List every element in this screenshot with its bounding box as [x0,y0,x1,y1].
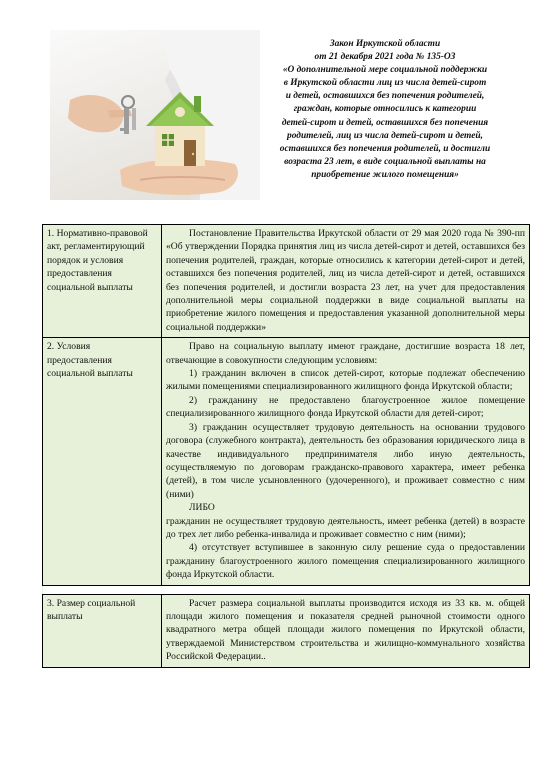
row-content [162,594,530,667]
info-table [42,224,530,668]
table-row [43,594,530,667]
header-line: родителей, лиц из числа детей-сирот и детей, [287,130,483,141]
row-content [162,338,530,585]
header-line: детей-сирот и детей, оставшихся без попечения [281,117,489,128]
paragraph: Постановление Правительства Иркутской области от 29 мая 2020 года № 390-пп «Об утверждении Порядка принятия лиц из числа детей-сирот и детей, оставшихся без попечения родителей, граждан, которые относились к категории детей-сирот и детей, оставшихся без попечения родителей, лиц из числа детей-сирот и детей, оставшихся без попечения родителей, и достигли возраста 23 лет, на учет для предоставления дополнительной меры социальной поддержки в виде социальной выплаты на приобретение жилого помещения и предоставления указанной дополнительной меры социальной поддержки» [166,228,525,333]
table-row [43,225,530,338]
row-label: 1. Нормативно-правовой акт, регламентирующий порядок и условия предоставления социальной выплаты [43,225,162,338]
row-label: 2. Условия предоставления социальной выплаты [43,338,162,585]
house-with-keys-illustration [50,30,260,200]
paragraph: 2) гражданину не предоставлено благоустроенное жилое помещение специализированного жилищного фонда Иркутской области для детей-сирот; [166,394,525,420]
law-title-header [266,38,504,182]
hands-holding-house-photo [50,30,260,200]
header-line: от 21 декабря 2021 года № 135-ОЗ [314,52,456,63]
row-content [162,225,530,338]
table-row [43,338,530,585]
paragraph: 4) отсутствует вступившее в законную силу решение суда о предоставлении гражданину благоустроенного жилого помещения специализированного жилищного фонда Иркутской области. [166,542,525,581]
paragraph: гражданин не осуществляет трудовую деятельность, имеет ребенка (детей) в возрасте до трех лет либо ребенка-инвалида и проживает совместно с ним (ними); [166,515,525,540]
paragraph: Расчет размера социальной выплаты производится исходя из 33 кв. м. общей площади жилого помещения и показателя средней рыночной стоимости одного квадратного метра общей площади жилого помещения по Иркутской области, утверждаемой Министерством строительства и жилищно-коммунального хозяйства Российской Федерации.. [166,597,525,663]
header-line: «О дополнительной мере социальной поддержки [282,65,488,76]
paragraph: ЛИБО [189,502,215,514]
header-line: и детей, оставшихся без попечения родителей, [285,91,485,102]
header-line: граждан, которые относились к категории [293,104,477,115]
header-line: возраста 23 лет, в виде социальной выплаты на [284,156,486,167]
paragraph: Право на социальную выплату имеют граждане, достигшие возраста 18 лет, отвечающие в совокупности следующим условиям: [166,341,525,366]
paragraph: 3) гражданин осуществляет трудовую деятельность на основании трудового договора (служебного контракта), деятельность без образования юридического лица в качестве индивидуального предпринимателя либо иную деятельность, осуществляемую по договорам гражданско-правового характера, имеет ребенка (детей), в том числе усыновленного (удочеренного), и проживает совместно с ним (ними) [166,421,525,500]
header-line: в Иркутской области лиц из числа детей-сирот [283,78,487,89]
table-spacer [43,585,530,594]
row-label: 3. Размер социальной выплаты [43,594,162,667]
paragraph: 1) гражданин включен в список детей-сирот, которые подлежат обеспечению жилыми помещениями специализированного жилищного фонда Иркутской области; [166,368,525,393]
header-line: приобретение жилого помещения» [311,169,459,180]
header-line: Закон Иркутской области [329,39,441,49]
header-line: оставшихся без попечения родителей, и достигли [279,143,491,154]
